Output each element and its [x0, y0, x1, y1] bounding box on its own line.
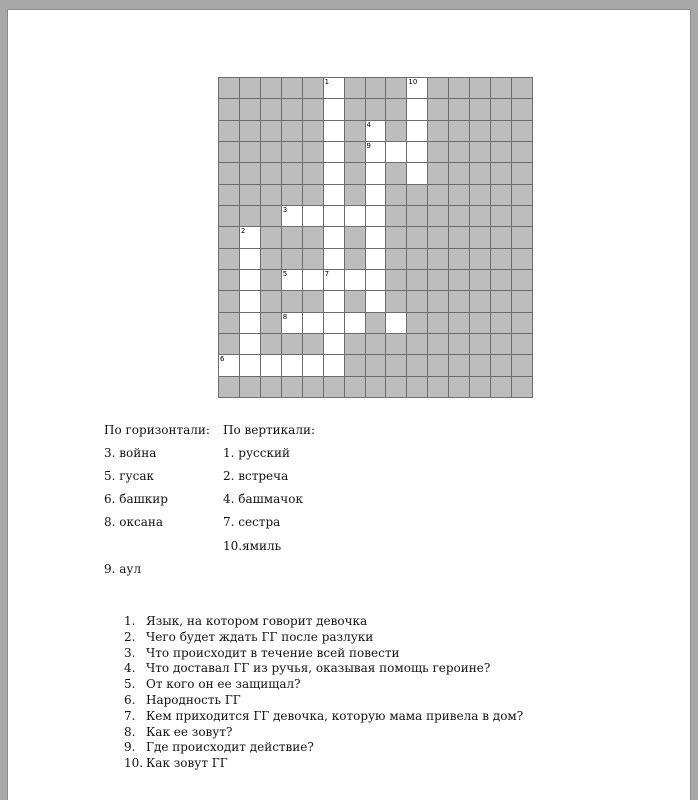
question-item: [124, 646, 523, 662]
crossword-block: [302, 141, 324, 163]
crossword-block: [302, 290, 324, 312]
crossword-cell[interactable]: [385, 312, 407, 334]
crossword-cell[interactable]: [239, 354, 261, 376]
crossword-block: [239, 120, 261, 142]
crossword-block: [427, 162, 449, 184]
crossword-block: [490, 376, 512, 398]
across-answer: 9. аул: [104, 562, 142, 576]
crossword-block: [427, 376, 449, 398]
question-number: 8.: [124, 724, 136, 739]
crossword-block: [469, 226, 491, 248]
crossword-block: [511, 312, 533, 334]
question-number: 9.: [124, 740, 136, 755]
across-answer: 8. оксана: [104, 515, 164, 529]
crossword-block: [469, 184, 491, 206]
crossword-block: [365, 312, 387, 334]
crossword-block: [469, 354, 491, 376]
crossword-cell[interactable]: [302, 269, 324, 291]
crossword-block: [281, 376, 303, 398]
crossword-block: [490, 162, 512, 184]
crossword-cell[interactable]: [365, 162, 387, 184]
crossword-block: [511, 162, 533, 184]
question-item: [124, 630, 523, 646]
crossword-block: [385, 333, 407, 355]
question-item: [124, 756, 523, 772]
crossword-block: [218, 248, 240, 270]
across-answer: 3. война: [104, 446, 157, 460]
crossword-cell[interactable]: [239, 290, 261, 312]
crossword-block: [260, 141, 282, 163]
crossword-block: [448, 376, 470, 398]
crossword-cell[interactable]: [239, 248, 261, 270]
crossword-block: [427, 226, 449, 248]
crossword-block: [218, 184, 240, 206]
crossword-block: [490, 77, 512, 99]
crossword-block: [511, 354, 533, 376]
crossword-block: [511, 184, 533, 206]
question-item: [124, 709, 523, 725]
crossword-cell[interactable]: [323, 290, 345, 312]
crossword-block: [469, 141, 491, 163]
crossword-block: [218, 376, 240, 398]
down-answer: 10.ямиль: [223, 539, 282, 553]
crossword-block: [344, 226, 366, 248]
question-item: [124, 661, 523, 677]
crossword-block: [385, 290, 407, 312]
crossword-cell[interactable]: [365, 290, 387, 312]
clue-number: 5: [282, 270, 288, 278]
crossword-block: [344, 248, 366, 270]
crossword-block: [511, 205, 533, 227]
crossword-block: [490, 226, 512, 248]
crossword-block: [427, 120, 449, 142]
crossword-block: [239, 77, 261, 99]
crossword-block: [218, 205, 240, 227]
down-answer: 4. башмачок: [223, 492, 303, 506]
crossword-cell[interactable]: [406, 162, 428, 184]
clue-number: 10: [408, 78, 418, 86]
crossword-block: [427, 184, 449, 206]
crossword-cell[interactable]: [323, 354, 345, 376]
crossword-cell[interactable]: [239, 226, 261, 248]
crossword-block: [239, 376, 261, 398]
crossword-block: [344, 290, 366, 312]
question-item: [124, 693, 523, 709]
clue-number: 2: [240, 227, 246, 236]
crossword-block: [469, 312, 491, 334]
crossword-block: [218, 141, 240, 163]
crossword-block: [427, 248, 449, 270]
question-number: 5.: [124, 677, 136, 692]
crossword-block: [302, 333, 324, 355]
crossword-block: [469, 269, 491, 291]
crossword-block: [511, 269, 533, 291]
crossword-block: [511, 248, 533, 270]
crossword-block: [406, 184, 428, 206]
crossword-cell[interactable]: [365, 269, 387, 291]
clue-number: 8: [282, 312, 288, 321]
question-text: От кого он ее защищал?: [146, 677, 301, 692]
crossword-cell[interactable]: [344, 269, 366, 291]
crossword-block: [239, 184, 261, 206]
crossword-block: [344, 333, 366, 355]
crossword-block: [260, 312, 282, 334]
crossword-cell[interactable]: [302, 312, 324, 334]
question-number: 4.: [124, 661, 136, 676]
crossword-cell[interactable]: [406, 120, 428, 142]
crossword-block: [218, 77, 240, 99]
crossword-block: [260, 290, 282, 312]
crossword-block: [344, 184, 366, 206]
crossword-cell[interactable]: [365, 248, 387, 270]
crossword-cell[interactable]: [344, 312, 366, 334]
question-number: 7.: [124, 708, 136, 723]
down-answer: 2. встреча: [223, 469, 289, 483]
crossword-block: [469, 98, 491, 120]
crossword-block: [406, 376, 428, 398]
crossword-block: [448, 162, 470, 184]
crossword-block: [448, 120, 470, 142]
question-text: Как зовут ГГ: [146, 756, 228, 771]
clue-number: 6: [220, 355, 225, 364]
crossword-block: [448, 354, 470, 376]
down-answer: 7. сестра: [223, 515, 281, 529]
crossword-block: [260, 269, 282, 291]
question-text: Где происходит действие?: [146, 740, 314, 755]
crossword-block: [218, 120, 240, 142]
crossword-block: [344, 162, 366, 184]
crossword-block: [490, 290, 512, 312]
crossword-block: [385, 248, 407, 270]
crossword-block: [260, 120, 282, 142]
crossword-block: [448, 205, 470, 227]
crossword-grid: [218, 77, 532, 397]
question-text: Что доставал ГГ из ручья, оказывая помощь героине?: [146, 661, 491, 676]
crossword-cell[interactable]: [281, 312, 303, 334]
crossword-block: [490, 184, 512, 206]
crossword-block: [239, 141, 261, 163]
clue-number: 1: [324, 78, 330, 86]
crossword-block: [260, 376, 282, 398]
crossword-block: [260, 162, 282, 184]
crossword-block: [385, 376, 407, 398]
crossword-block: [448, 312, 470, 334]
crossword-block: [406, 226, 428, 248]
crossword-block: [344, 376, 366, 398]
crossword-block: [302, 77, 324, 99]
clue-number: 4: [366, 120, 371, 129]
crossword-block: [448, 226, 470, 248]
crossword-block: [385, 269, 407, 291]
crossword-block: [302, 98, 324, 120]
question-text: Чего будет ждать ГГ после разлуки: [146, 629, 374, 644]
crossword-block: [385, 205, 407, 227]
crossword-block: [218, 226, 240, 248]
crossword-cell[interactable]: [218, 354, 240, 376]
crossword-cell[interactable]: [281, 354, 303, 376]
question-number: 10.: [124, 756, 144, 771]
crossword-cell[interactable]: [323, 269, 345, 291]
crossword-block: [490, 98, 512, 120]
crossword-block: [511, 141, 533, 163]
crossword-block: [218, 98, 240, 120]
down-heading: По вертикали:: [223, 423, 315, 437]
crossword-block: [448, 77, 470, 99]
crossword-block: [281, 226, 303, 248]
across-answer: 6. башкир: [104, 492, 168, 506]
question-text: Что происходит в течение всей повести: [146, 645, 400, 660]
question-text: Народность ГГ: [146, 692, 241, 707]
crossword-cell[interactable]: [281, 269, 303, 291]
crossword-block: [260, 184, 282, 206]
crossword-block: [511, 77, 533, 99]
crossword-block: [469, 120, 491, 142]
crossword-block: [490, 248, 512, 270]
crossword-block: [448, 248, 470, 270]
crossword-block: [239, 162, 261, 184]
crossword-block: [490, 141, 512, 163]
question-text: Кем приходится ГГ девочка, которую мама привела в дом?: [146, 708, 524, 723]
question-number: 2.: [124, 629, 136, 644]
crossword-block: [385, 77, 407, 99]
question-item: [124, 677, 523, 693]
question-text: Как ее зовут?: [146, 724, 233, 739]
crossword-cell[interactable]: [406, 141, 428, 163]
crossword-block: [427, 354, 449, 376]
crossword-block: [406, 248, 428, 270]
crossword-block: [365, 98, 387, 120]
crossword-block: [344, 98, 366, 120]
crossword-block: [239, 98, 261, 120]
crossword-block: [385, 162, 407, 184]
crossword-block: [260, 333, 282, 355]
crossword-cell[interactable]: [323, 184, 345, 206]
crossword-block: [511, 98, 533, 120]
across-answer: 5. гусак: [104, 469, 154, 483]
question-item: [124, 725, 523, 741]
crossword-block: [448, 184, 470, 206]
crossword-block: [302, 226, 324, 248]
crossword-cell[interactable]: [323, 248, 345, 270]
crossword-cell[interactable]: [239, 269, 261, 291]
crossword-block: [344, 141, 366, 163]
crossword-block: [469, 77, 491, 99]
clue-number: 9: [366, 142, 371, 150]
across-heading: По горизонтали:: [104, 423, 210, 437]
crossword-block: [406, 354, 428, 376]
crossword-cell[interactable]: [323, 77, 345, 99]
crossword-cell[interactable]: [365, 120, 387, 142]
crossword-cell[interactable]: [323, 141, 345, 163]
question-number: 6.: [124, 692, 136, 707]
crossword-block: [260, 98, 282, 120]
crossword-cell[interactable]: [365, 226, 387, 248]
crossword-block: [511, 120, 533, 142]
crossword-block: [281, 120, 303, 142]
crossword-block: [469, 333, 491, 355]
crossword-cell[interactable]: [406, 77, 428, 99]
crossword-cell[interactable]: [365, 184, 387, 206]
crossword-cell[interactable]: [365, 205, 387, 227]
question-number: 1.: [124, 614, 136, 628]
crossword-block: [511, 376, 533, 398]
crossword-block: [427, 290, 449, 312]
crossword-block: [344, 77, 366, 99]
clue-number: 3: [282, 206, 288, 214]
question-item: [124, 614, 523, 630]
crossword-block: [281, 290, 303, 312]
crossword-block: [385, 98, 407, 120]
crossword-block: [385, 354, 407, 376]
crossword-block: [302, 184, 324, 206]
crossword-block: [302, 376, 324, 398]
crossword-block: [344, 354, 366, 376]
crossword-block: [490, 312, 512, 334]
crossword-block: [239, 205, 261, 227]
questions-list: [124, 614, 523, 772]
crossword-block: [469, 290, 491, 312]
crossword-block: [427, 312, 449, 334]
crossword-cell[interactable]: [323, 98, 345, 120]
question-item: [124, 740, 523, 756]
crossword-block: [490, 120, 512, 142]
crossword-block: [490, 354, 512, 376]
crossword-block: [281, 162, 303, 184]
crossword-block: [302, 248, 324, 270]
crossword-block: [260, 248, 282, 270]
crossword-block: [448, 333, 470, 355]
crossword-block: [427, 141, 449, 163]
crossword-block: [218, 269, 240, 291]
crossword-block: [260, 205, 282, 227]
question-text: Язык, на котором говорит девочка: [146, 614, 368, 628]
crossword-block: [511, 290, 533, 312]
crossword-block: [490, 205, 512, 227]
crossword-block: [448, 290, 470, 312]
crossword-cell[interactable]: [323, 162, 345, 184]
crossword-block: [406, 269, 428, 291]
crossword-block: [448, 98, 470, 120]
crossword-block: [365, 376, 387, 398]
crossword-block: [406, 333, 428, 355]
crossword-block: [281, 333, 303, 355]
crossword-block: [344, 120, 366, 142]
crossword-block: [469, 376, 491, 398]
crossword-cell[interactable]: [302, 354, 324, 376]
crossword-block: [427, 269, 449, 291]
crossword-block: [302, 120, 324, 142]
crossword-block: [281, 141, 303, 163]
crossword-block: [511, 333, 533, 355]
crossword-cell[interactable]: [385, 141, 407, 163]
crossword-cell[interactable]: [406, 98, 428, 120]
crossword-block: [448, 141, 470, 163]
crossword-block: [281, 184, 303, 206]
down-answer: 1. русский: [223, 446, 290, 460]
crossword-cell[interactable]: [365, 141, 387, 163]
crossword-block: [406, 290, 428, 312]
crossword-block: [281, 248, 303, 270]
crossword-block: [427, 333, 449, 355]
crossword-block: [260, 77, 282, 99]
crossword-cell[interactable]: [281, 205, 303, 227]
crossword-block: [281, 98, 303, 120]
crossword-block: [406, 312, 428, 334]
crossword-block: [365, 333, 387, 355]
clue-number: 7: [324, 270, 330, 278]
crossword-block: [469, 248, 491, 270]
crossword-cell[interactable]: [302, 205, 324, 227]
crossword-block: [490, 333, 512, 355]
crossword-block: [218, 312, 240, 334]
crossword-block: [427, 77, 449, 99]
crossword-block: [218, 333, 240, 355]
crossword-block: [260, 226, 282, 248]
crossword-block: [490, 269, 512, 291]
crossword-block: [385, 120, 407, 142]
crossword-cell[interactable]: [323, 205, 345, 227]
crossword-block: [281, 77, 303, 99]
crossword-cell[interactable]: [323, 226, 345, 248]
crossword-cell[interactable]: [323, 312, 345, 334]
crossword-cell[interactable]: [260, 354, 282, 376]
crossword-block: [427, 205, 449, 227]
question-number: 3.: [124, 645, 136, 660]
crossword-cell[interactable]: [239, 312, 261, 334]
crossword-block: [365, 354, 387, 376]
crossword-block: [406, 205, 428, 227]
crossword-block: [469, 205, 491, 227]
crossword-block: [302, 162, 324, 184]
crossword-cell[interactable]: [323, 333, 345, 355]
crossword-block: [218, 290, 240, 312]
crossword-block: [385, 184, 407, 206]
crossword-block: [365, 77, 387, 99]
crossword-block: [427, 98, 449, 120]
crossword-cell[interactable]: [344, 205, 366, 227]
crossword-block: [511, 226, 533, 248]
crossword-cell[interactable]: [239, 333, 261, 355]
crossword-block: [448, 269, 470, 291]
crossword-block: [385, 226, 407, 248]
crossword-cell[interactable]: [323, 120, 345, 142]
crossword-block: [469, 162, 491, 184]
crossword-block: [323, 376, 345, 398]
crossword-block: [218, 162, 240, 184]
